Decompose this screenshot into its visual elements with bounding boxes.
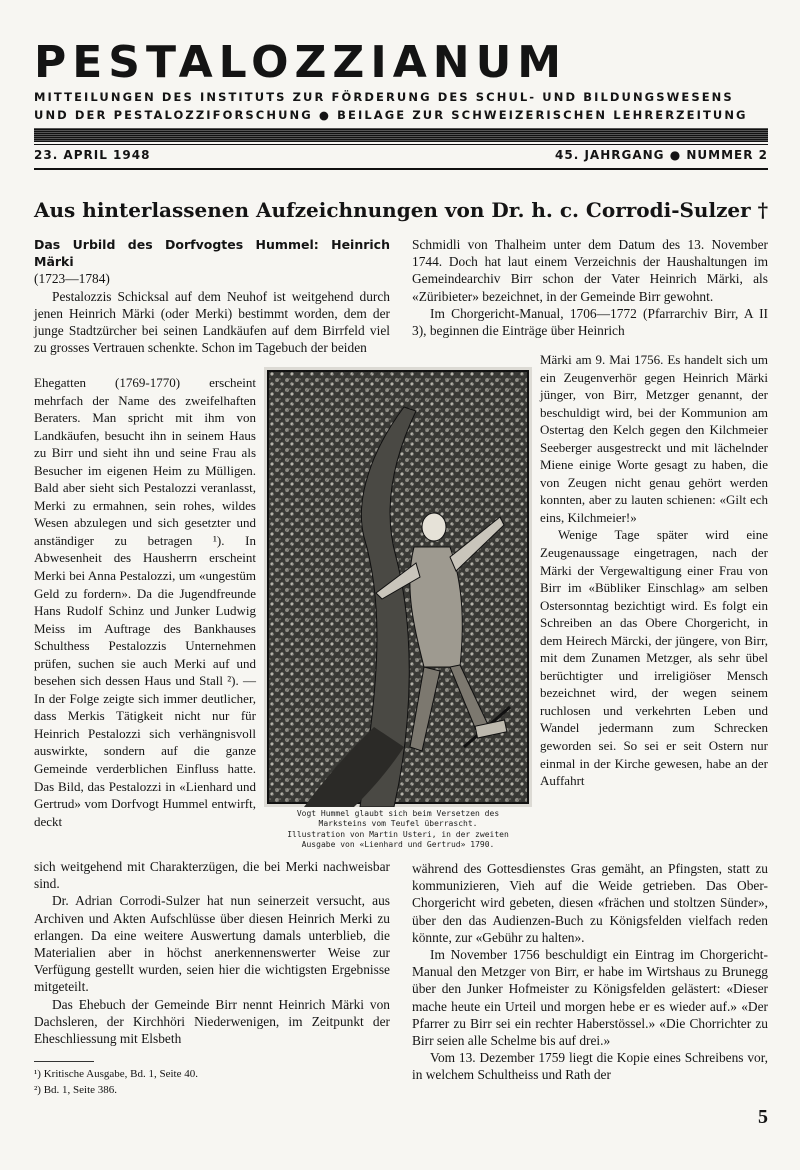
caption-line: Ausgabe von «Lienhard und Gertrud» 1790.: [301, 840, 495, 850]
masthead-rule: [34, 128, 768, 142]
paragraph: Das Ehebuch der Gemeinde Birr nennt Heinrich Märki von Dachsleren, der Kirchhöri Niederwenigen, im Zeitpunkt der Eheschliessung mit Elsbeth: [34, 996, 390, 1047]
issue-info: [34, 148, 768, 162]
paragraph: Märki am 9. Mai 1756. Es handelt sich um ein Zeugenverhör gegen Heinrich Märki jünger, von Birr, Metzger genannt, der beschuldigt wird, bei der Kommunion am Ostertag den Kelch gegen den Kilchmeier Seeberger ausgestreckt und mit lächelnder Miene einige Worte gesagt zu haben, die von Zeugen nicht genau gehört werden konnten, aber zu lauten schienen: «Gilt ech eins, Kilchmeier!»: [540, 352, 768, 525]
caption-line: Marksteins vom Teufel überrascht.: [318, 819, 478, 829]
footnotes: [34, 1066, 374, 1098]
footnote-divider: [34, 1061, 94, 1062]
paragraph: während des Gottesdienstes Gras gemäht, an Pfingsten, statt zu kommunizieren, Vieh auf die Weide getrieben. Das Ober-Chorgericht wird gebeten, diesen «frächen und stoltzen Sünder», über den das Audienzen-Buch zu Königsfelden vielfach reden könnte, zur «Gebühr zu halten».: [412, 861, 768, 945]
right-column-top: [412, 236, 768, 339]
left-column-bottom: [34, 858, 390, 1047]
illustration-vogt-hummel: [264, 367, 532, 807]
paragraph: Im Chorgericht-Manual, 1706—1772 (Pfarrarchiv Birr, A II 3), beginnen die Einträge über Heinrich: [412, 305, 768, 339]
right-column-bottom: [412, 860, 768, 1084]
journal-subtitle-line-2: UND DER PESTALOZZIFORSCHUNG ● BEILAGE ZUR SCHWEIZERISCHEN LEHRERZEITUNG: [34, 108, 748, 122]
page-number: 5: [758, 1106, 768, 1128]
issue-date: 23. APRIL 1948: [34, 148, 151, 162]
paragraph: Wenige Tage später wird eine Zeugenaussage eingetragen, nach der Märki der Vergewaltigung einer Frau von Birr im «Bübliker Einschlag» am selben Ostersonntag bezichtigt wird. Es folgt ein Schreiben an das Obere Chorgericht, in dem Heirech Märcki, der jüngere, von Birr, mit dem Zunamen Metzger, als sehr übel berüchtigter und irreligiöser Mensch bezeichnet wird, der wegen seinem ruchlosen und verkehrten Leben und Wandel jedermann zum Schrecken geworden sei. So sei er seit Ostern nur einmal in der Kirche gewesen, habe an der Auffahrt: [540, 527, 768, 789]
left-column-top: [34, 236, 390, 356]
issue-number: 45. JAHRGANG ● NUMMER 2: [555, 148, 768, 162]
subheading-dates: (1723—1784): [34, 271, 110, 287]
journal-title: PESTALOZZIANUM: [34, 37, 568, 88]
paragraph: Ehegatten (1769-1770) erscheint mehrfach der Name des zweifelhaften Beraters. Man spricht mit ihm von Landkäufen, besucht ihn in seinem Haus zu Birr und sieht ihn und seine Frau als Besucher im eigenen Heim zu Mülligen. Bald aber sieht sich Pestalozzi veranlasst, Merki zu ermahnen, sein rohes, wildes Wesen abzulegen und sich gesetzter und anständiger zu betragen ¹). In Abwesenheit des Hausherrn erscheint Merki bei Anna Pestalozzi, um «ungestüm Geld zu fordern». Da die Jugendfreunde Hans Rudolf Schinz und Junker Ludwig Meiss im Auftrage des Bankhauses Schulthess Pestalozzis Unternehmen prüfen, suchen sie auch Merki auf und besehen sich dessen Haus und Stall ²). — In der Folge zeigte sich immer deutlicher, dass Merkis Tätigkeit nicht nur für Heinrich Pestalozzi sich verhängnisvoll auswirkte, sondern auf die ganze Gemeinde verderblichen Einfluss hatte. Das Bild, das Pestalozzi in «Lienhard und Gertrud» vom Dorfvogt Hummel entwirft, deckt: [34, 375, 256, 829]
journal-subtitle-line-1: MITTEILUNGEN DES INSTITUTS ZUR FÖRDERUNG DES SCHUL- UND BILDUNGSWESENS: [34, 90, 734, 104]
illustration-caption: [264, 809, 532, 851]
masthead-thin-rule: [34, 144, 768, 145]
masthead: [34, 38, 774, 124]
issue-rule: [34, 168, 768, 170]
article-title: Aus hinterlassenen Aufzeichnungen von Dr. h. c. Corrodi-Sulzer †: [34, 198, 769, 222]
right-column-wrap: [540, 351, 768, 790]
paragraph: Schmidli von Thalheim unter dem Datum des 13. November 1744. Doch hat laut einem Verzeichnis der Haushaltungen im Gemeindearchiv Birr schon der Vater Heinrich Märki, als «Züribieter» bezeichnet, in der Gemeinde Birr gewohnt.: [412, 237, 768, 304]
footnote-2: ²) Bd. 1, Seite 386.: [34, 1084, 118, 1096]
caption-line: Vogt Hummel glaubt sich beim Versetzen des: [296, 809, 500, 818]
paragraph: Vom 13. Dezember 1759 liegt die Kopie eines Schreibens vor, in welchem Schultheiss und Rath der: [412, 1050, 768, 1083]
left-column-wrap: [34, 374, 256, 830]
footnote-1: ¹) Kritische Ausgabe, Bd. 1, Seite 40.: [34, 1068, 198, 1080]
paragraph: Pestalozzis Schicksal auf dem Neuhof ist weitgehend durch jenen Heinrich Märki (oder Merki) bestimmt worden, dem der junge Stadtzürcher bei seinen Landkäufen auf dem Birrfeld viel zu grosses Vertrauen schenkte. Schon im Tagebuch der beiden: [34, 288, 390, 356]
engraving-illustration: [264, 367, 532, 807]
paragraph: Dr. Adrian Corrodi-Sulzer hat nun seinerzeit versucht, aus Archiven und Akten Aufschlüsse über diesen Heinrich Merki zu erlangen. Da eine weitere Auswertung damals unterblieb, die Materialien aber in höchst anerkennenswerter Weise zur Verfügung gestellt wurden, seien hier die wichtigsten Ergebnisse mitgeteilt.: [34, 893, 390, 995]
paragraph: Im November 1756 beschuldigt ein Eintrag im Chorgericht-Manual den Metzger von Birr, er habe im Wirtshaus zu Brunegg über den Junker Hofmeister zu Königsfelden gelästert: «Dieser mache heute ein Urteil und morgen hebe er es wieder auf.» «Der Pfarrer zu Birr sei ein rechter Haberstössel.» «Die Chorrichter zu Birr seien alle Schelme bis auf drei.»: [412, 947, 768, 1049]
caption-line: Illustration von Martin Usteri, in der zweiten: [287, 829, 509, 839]
article-subheading: Das Urbild des Dorfvogtes Hummel: Heinrich Märki: [34, 237, 390, 270]
paragraph: sich weitgehend mit Charakterzügen, die bei Merki nachweisbar sind.: [34, 859, 390, 892]
